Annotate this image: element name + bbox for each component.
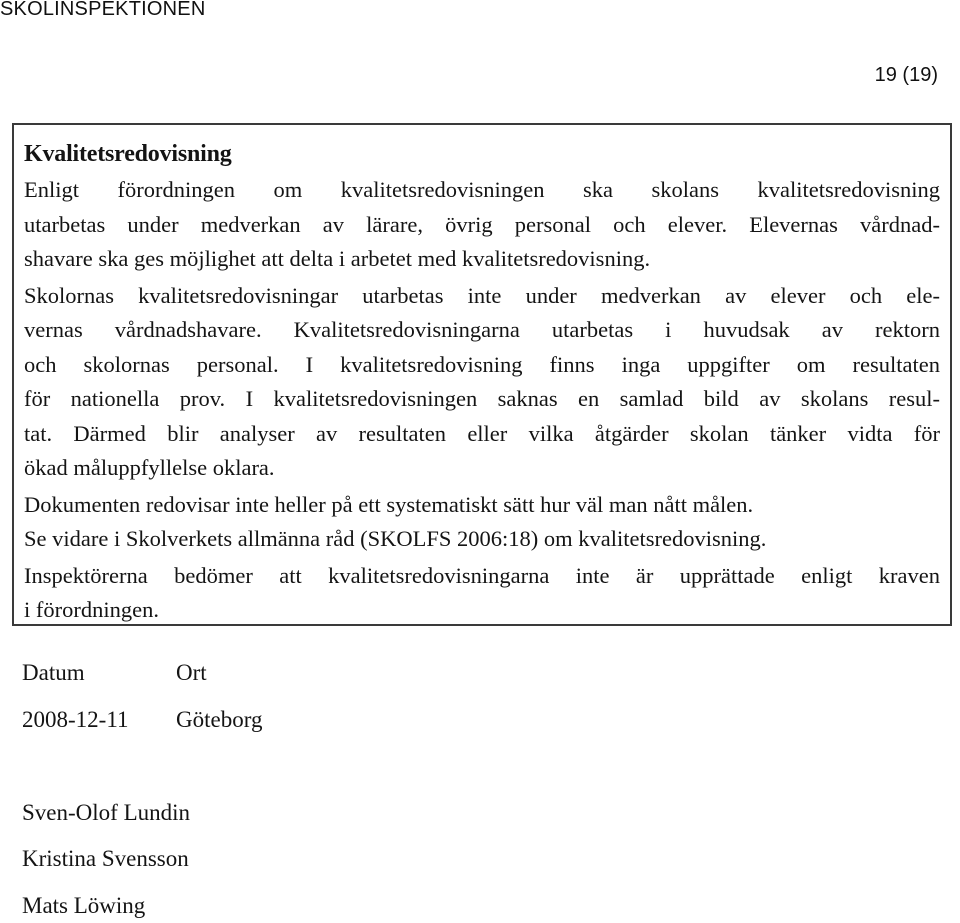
section-title: Kvalitetsredovisning [24,141,232,167]
signatory: Mats Löwing [22,893,146,918]
text-line: ökad måluppfyllelse oklara. [24,455,275,480]
place-value: Göteborg [176,707,263,732]
text-line: tat. Därmed blir analyser av resultaten eller vilka åtgärder skolan tänker vidta för [24,420,940,446]
assessment-box [12,123,952,626]
meta-labels-row [22,660,207,686]
text-line: Se vidare i Skolverkets allmänna råd (SKOLFS 2006:18) om kvalitetsredovisning. [24,526,767,551]
place-label: Ort [176,660,207,685]
text-line: och skolornas personal. I kvalitetsredovisning finns inga uppgifter om resultaten [24,351,940,377]
date-label: Datum [22,660,85,685]
text-line: vernas vårdnadshavare. Kvalitetsredovisningarna utarbetas i huvudsak av rektorn [24,317,940,342]
text-line: Skolornas kvalitetsredovisningar utarbetas inte under medverkan av elever och ele- [24,282,940,308]
text-line: för nationella prov. I kvalitetsredovisningen saknas en samlad bild av skolans resul- [24,386,940,411]
date-value: 2008-12-11 [22,707,129,732]
paragraph-4 [24,559,940,628]
text-line: shavare ska ges möjlighet att delta i arbetet med kvalitetsredovisning. [24,246,651,271]
paragraph-1 [24,173,940,277]
text-line: Enligt förordningen om kvalitetsredovisningen ska skolans kvalitetsredovisning [24,177,940,202]
meta-values-row [22,707,263,733]
signatory: Kristina Svensson [22,846,189,871]
text-line: i förordningen. [24,597,159,622]
paragraph-2 [24,279,940,486]
text-line: Inspektörerna bedömer att kvalitetsredovisningarna inte är upprättade enligt kraven [24,562,940,588]
paragraph-3 [24,488,940,557]
text-line: utarbetas under medverkan av lärare, övrig personal och elever. Elevernas vårdnad- [24,211,940,237]
text-line: Dokumenten redovisar inte heller på ett systematiskt sätt hur väl man nått målen. [24,491,754,517]
agency-header: SKOLINSPEKTIONEN [0,0,206,20]
page-number: 19 (19) [874,64,938,86]
signatory: Sven-Olof Lundin [22,800,191,825]
